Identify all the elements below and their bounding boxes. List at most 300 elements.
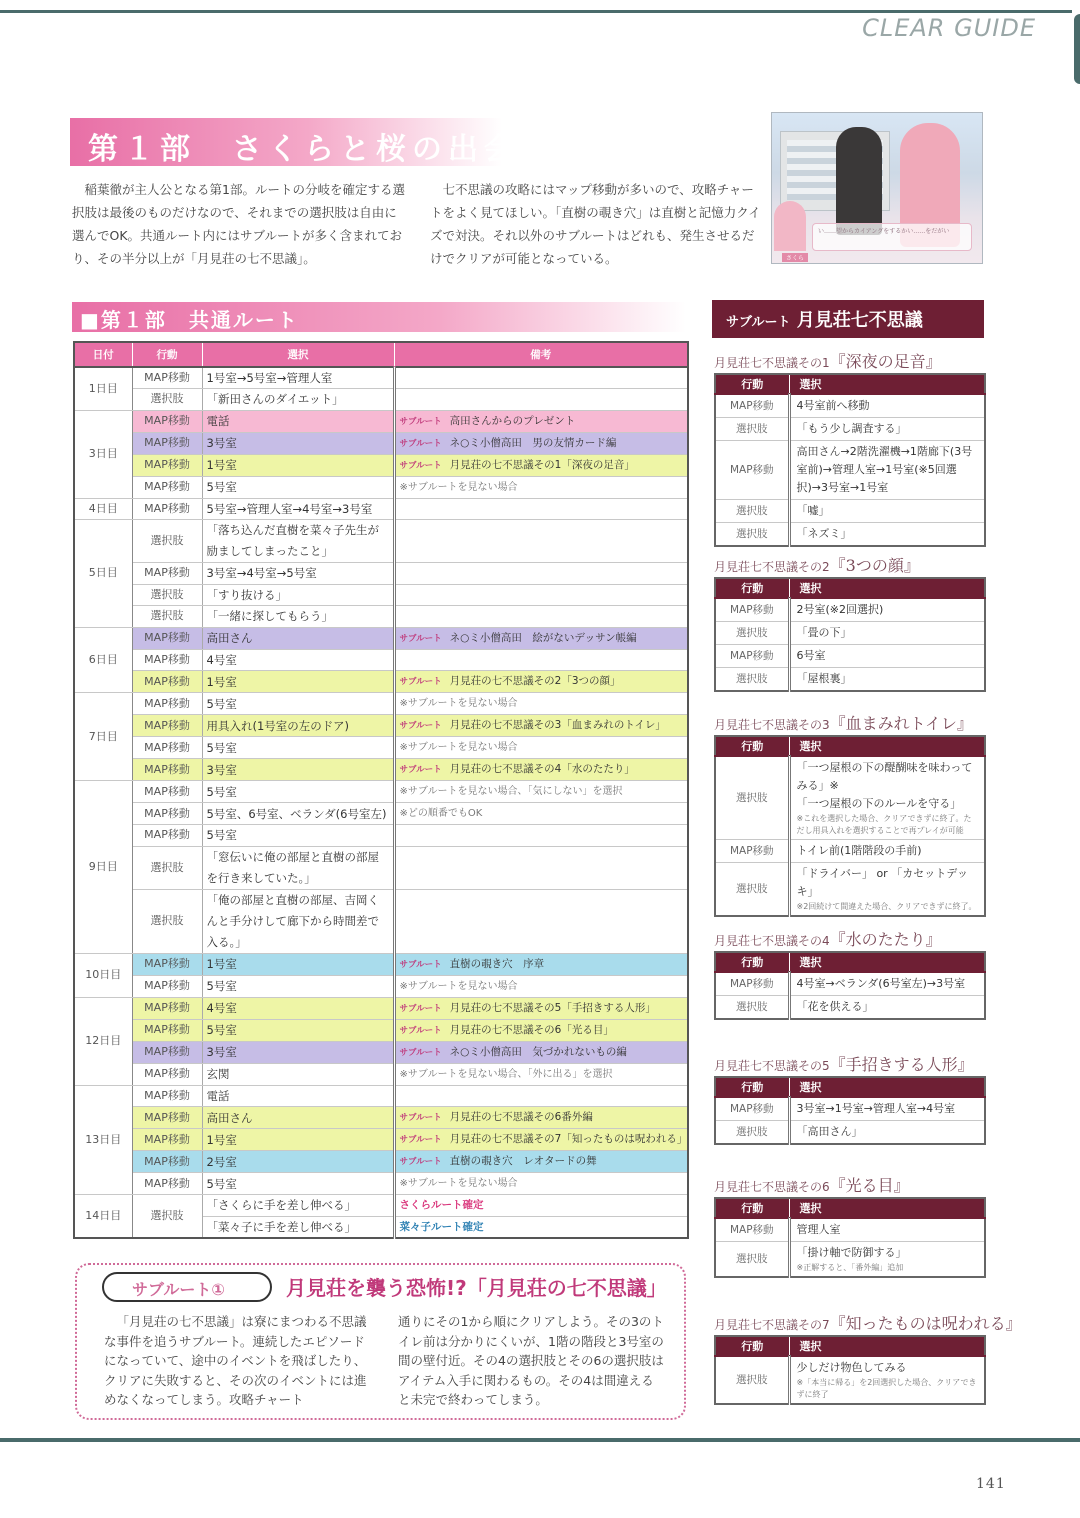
choice-cell [789,668,985,692]
choice-text: 少しだけ物色してみる [796,1361,907,1374]
action-cell: 選択肢 [132,889,202,953]
subroute-table [714,1335,986,1405]
note-cell [394,1195,688,1217]
subroute-heading [714,553,920,576]
note-cell [394,1041,688,1063]
action-cell: 選択肢 [715,523,789,547]
action-cell: 選択肢 [715,1356,789,1404]
note-text: ※サブルートを見ない場合 [399,1178,518,1189]
choice-text: 「一つ屋根の下のルールを守る」 [796,797,962,810]
subroute-tag: サブルート [399,416,442,427]
note-cell [394,606,688,628]
table-row [715,598,985,622]
choice-text: 「嘘」 [796,504,830,517]
table-row [715,863,985,917]
choice-cell [789,645,985,668]
choice-cell: 1号室 [202,454,394,476]
table-row [74,693,688,715]
note-cell [394,953,688,975]
subroute-box-left-text: 「月見荘の七不思議」は寮にまつわる不思議な事件を追うサブルート。連続したエピソードになっていて、途中のイベントを飛ばしたり、クリアに失敗すると、その次のイベントには進めなくなってしまう。攻略チャート [104,1314,367,1407]
table-row [74,781,688,803]
action-cell: MAP移動 [715,1218,789,1242]
note-cell [394,584,688,606]
col-action: 行動 [715,374,789,394]
choice-cell: 「落ち込んだ直樹を菜々子先生が励ましてしまったこと」 [202,520,394,563]
table-row [74,1195,688,1217]
choice-cell [789,756,985,840]
subroute-heading [714,1052,974,1075]
subroute-heading [714,1311,1022,1334]
table-row [74,367,688,389]
action-cell: 選択肢 [132,389,202,411]
section-title: ■第１部 共通ルート [80,308,299,332]
choice-text: トイレ前(1階階段の手前) [796,844,922,857]
table-row [74,606,688,628]
action-cell: MAP移動 [132,693,202,715]
choice-note: ※これを選択した場合、クリアできずに終了。ただし用具入れを選択することで再プレイが可能 [796,814,972,835]
note-cell [394,803,688,825]
dialog-box: い……望からカイアングをするかい……をだがい [812,223,972,251]
table-row [74,997,688,1019]
note-cell [394,997,688,1019]
subroute-heading-prefix: 月見荘七不思議その6 [714,1180,830,1194]
choice-cell: 5号室 [202,693,394,715]
col-choice: 選択 [789,374,985,394]
choice-text: 2号室(※2回選択) [796,603,884,616]
table-row [74,1041,688,1063]
note-text: ※サブルートを見ない場合 [399,481,518,493]
action-cell: 選択肢 [132,520,202,563]
col-choice: 選択 [789,1077,985,1097]
note-text: ※サブルートを見ない場合、「気にしない」を選択 [399,786,623,797]
choice-cell: 「菜々子に手を差し伸べる」 [202,1216,394,1238]
choice-cell: 2号室 [202,1151,394,1173]
choice-text: 「畳の下」 [796,626,852,639]
note-text: 月見荘の七不思議その1「深夜の足音」 [449,458,635,471]
choice-cell: 電話 [202,1085,394,1107]
day-cell: 6日目 [74,627,132,693]
action-cell: MAP移動 [715,1097,789,1121]
table-row [74,563,688,585]
table-row [74,953,688,975]
subroute-heading-name: 『光る目』 [829,1176,910,1195]
note-text: ※サブルートを見ない場合、「外に出る」を選択 [399,1068,613,1080]
table-row [74,1063,688,1085]
col-choice: 選択 [789,736,985,756]
choice-cell: 「窓伝いに俺の部屋と直樹の部屋を行き来していた。」 [202,846,394,889]
col-action: 行動 [715,952,789,972]
choice-text: 3号室→1号室→管理人室→4号室 [796,1102,956,1115]
subroute-table [714,577,986,692]
table-row [715,996,985,1020]
action-cell: MAP移動 [132,715,202,737]
intro-left [72,178,406,270]
choice-cell: 3号室 [202,759,394,781]
day-cell: 9日目 [74,781,132,954]
action-cell: MAP移動 [132,737,202,759]
intro-right-text: 七不思議の攻略にはマップ移動が多いので、攻略チャートをよく見てほしい。「直樹の覗き穴」は直樹と記憶力クイズで対決。それ以外のサブルートはどれも、発生させるだけでクリアが可能となっている。 [430,182,761,266]
top-rule [0,10,1072,13]
table-row [715,1242,985,1278]
note-text: 月見荘の七不思議その4「水のたたり」 [449,763,635,775]
action-cell: 選択肢 [715,863,789,917]
subroute-table [714,373,986,547]
note-cell [394,389,688,411]
table-row [715,1218,985,1242]
choice-cell: 5号室 [202,476,394,498]
note-cell [394,975,688,997]
note-text: 月見荘の七不思議その6番外編 [449,1111,593,1123]
choice-cell: 5号室 [202,737,394,759]
choice-text: 「掛け軸で防御する」 [796,1246,907,1259]
note-text: ※サブルートを見ない場合 [399,980,518,992]
note-cell [394,1129,688,1151]
action-cell: 選択肢 [715,1121,789,1145]
subroute-tag: サブルート [399,1003,442,1014]
subroute-box-right-text: 通りにその1から順にクリアしよう。その3のトイレ前は分かりにくいが、1階の階段と3号室の間の壁付近。その4の選択肢とその6の選択肢はアイテム入手に関わるもの。その4は間違えると未完で終わってしまう。 [398,1314,664,1407]
table-row [715,394,985,418]
choice-cell [789,863,985,917]
table-row [74,1151,688,1173]
col-note: 備考 [394,342,688,367]
action-cell: MAP移動 [132,1107,202,1129]
edge-tab [1074,14,1080,84]
choice-note: ※2回続けて間違えた場合、クリアできずに終了。 [796,902,977,911]
table-row [715,1097,985,1121]
note-text: ネ○ミ小僧高田 絵がないデッサン帳編 [449,631,637,644]
bottom-rule [0,1438,1080,1442]
sidebar-header [712,300,984,338]
subroute-heading-name: 『知ったものは呪われる』 [829,1314,1022,1333]
action-cell: 選択肢 [715,1242,789,1278]
note-cell [394,367,688,389]
action-cell: MAP移動 [132,1085,202,1107]
note-cell [394,1151,688,1173]
action-cell: MAP移動 [132,454,202,476]
choice-cell [789,598,985,622]
table-row [715,441,985,500]
subroute-table [714,1076,986,1145]
table-row [74,825,688,847]
action-cell: MAP移動 [132,759,202,781]
table-row [715,523,985,547]
note-text: 直樹の覗き穴 序章 [449,957,545,970]
choice-cell [789,972,985,996]
section-banner [72,302,686,332]
note-text: 菜々子ルート確定 [399,1220,484,1233]
choice-cell: 5号室 [202,1019,394,1041]
note-text: 直樹の覗き穴 レオタードの舞 [449,1155,597,1167]
subroute-header-row [715,736,985,756]
action-cell: MAP移動 [132,1173,202,1195]
choice-cell: 1号室 [202,953,394,975]
action-cell: MAP移動 [715,972,789,996]
choice-cell: 用具入れ(1号室の左のドア) [202,715,394,737]
col-action: 行動 [132,342,202,367]
subroute-pill [102,1272,272,1302]
choice-text: 高田さん→2階洗濯機→1階廊下(3号室前)→管理人室→1号室(※5回選択)→3号室→1号室 [796,445,973,494]
action-cell: MAP移動 [132,825,202,847]
note-text: ネ○ミ小僧高田 気づかれないもの編 [449,1045,627,1058]
col-choice: 選択 [789,1336,985,1356]
note-cell [394,671,688,693]
choice-cell [789,1121,985,1145]
intro-right [430,178,764,270]
choice-cell [789,1242,985,1278]
note-cell [394,498,688,520]
note-cell [394,737,688,759]
subroute-header-row [715,1077,985,1097]
part-banner [70,118,556,167]
table-row [74,410,688,432]
choice-cell: 1号室 [202,1129,394,1151]
action-cell: MAP移動 [132,803,202,825]
choice-cell: 4号室 [202,649,394,671]
subroute-tag: サブルート [399,633,442,644]
note-text: 月見荘の七不思議その3「血まみれのトイレ」 [449,719,666,731]
note-text: 月見荘の七不思議その5「手招きする人形」 [449,1001,656,1014]
action-cell: MAP移動 [132,432,202,454]
choice-cell: 3号室→4号室→5号室 [202,563,394,585]
action-cell: MAP移動 [132,410,202,432]
choice-cell: 「新田さんのダイエット」 [202,389,394,411]
choice-cell: 高田さん [202,1107,394,1129]
table-row [715,756,985,840]
subroute-tag: サブルート [399,677,442,687]
choice-cell: 「すり抜ける」 [202,584,394,606]
choice-cell: 電話 [202,410,394,432]
table-row [74,889,688,953]
choice-note: ※「本当に帰る」を2回選択した場合、クリアできずに終了 [796,1378,977,1399]
note-cell [394,627,688,649]
subroute-heading-prefix: 月見荘七不思議その5 [714,1059,830,1073]
table-row [74,715,688,737]
col-action: 行動 [715,1198,789,1218]
action-cell: MAP移動 [132,975,202,997]
table-row [715,622,985,645]
note-text: 月見荘の七不思議その6「光る目」 [449,1023,614,1036]
note-cell [394,846,688,889]
note-cell [394,520,688,563]
action-cell: MAP移動 [132,367,202,389]
choice-cell: 「俺の部屋と直樹の部屋、吉岡くんと手分けして廊下から時間差で入る。」 [202,889,394,953]
table-row [74,737,688,759]
choice-cell [789,996,985,1020]
action-cell: MAP移動 [132,476,202,498]
note-cell [394,889,688,953]
note-cell [394,715,688,737]
choice-cell: 3号室 [202,432,394,454]
action-cell: MAP移動 [132,498,202,520]
action-cell: 選択肢 [715,996,789,1020]
action-cell: 選択肢 [132,606,202,628]
choice-note: ※正解すると、「番外編」追加 [796,1263,904,1272]
table-row [74,584,688,606]
table-row [74,1085,688,1107]
table-row [74,520,688,563]
table-row [74,671,688,693]
day-cell: 12日目 [74,997,132,1085]
common-route-table [73,341,689,1239]
table-row [715,840,985,863]
action-cell: 選択肢 [132,1195,202,1238]
note-text: 高田さんからのプレゼント [449,414,576,427]
subroute-tag: サブルート [399,1113,442,1123]
action-cell: MAP移動 [715,598,789,622]
subroute-box-title: 月見荘を襲う恐怖!?「月見荘の七不思議」 [286,1276,667,1300]
action-cell: 選択肢 [715,668,789,692]
choice-text: 4号室前へ移動 [796,399,870,412]
note-cell [394,1063,688,1085]
table-row [74,803,688,825]
subroute-tag: サブルート [399,1157,442,1167]
note-cell [394,693,688,715]
subroute-tag: サブルート [399,1025,442,1036]
action-cell: MAP移動 [132,1129,202,1151]
action-cell: MAP移動 [132,953,202,975]
action-cell: 選択肢 [132,846,202,889]
col-action: 行動 [715,1336,789,1356]
subroute-heading-name: 『3つの顔』 [829,556,920,575]
day-cell: 1日目 [74,367,132,410]
note-cell [394,476,688,498]
table-row [74,759,688,781]
day-cell: 4日目 [74,498,132,520]
table-row [715,418,985,441]
table-header-row [74,342,688,367]
choice-cell [789,441,985,500]
action-cell: MAP移動 [132,563,202,585]
choice-cell: 5号室 [202,975,394,997]
choice-cell: 1号室→5号室→管理人室 [202,367,394,389]
table-row [715,972,985,996]
action-cell: MAP移動 [132,997,202,1019]
subroute-heading-prefix: 月見荘七不思議その1 [714,356,830,370]
sidebar-header-small: サブルート [726,315,791,330]
choice-cell [789,1356,985,1404]
table-row [74,476,688,498]
table-row [74,454,688,476]
action-cell: MAP移動 [132,781,202,803]
subroute-tag: サブルート [399,959,442,970]
note-cell [394,781,688,803]
intro-left-text: 稲葉徹が主人公となる第1部。ルートの分岐を確定する選択肢は最後のものだけなので、それまでの選択肢は自由に選んでOK。共通ルート内にはサブルートが多く含まれており、その半分以上が「月見荘の七不思議」。 [72,182,405,266]
subroute-heading-prefix: 月見荘七不思議その7 [714,1318,830,1332]
part-title: 第１部 さくらと桜の出会い [88,132,556,167]
choice-cell: 5号室→管理人室→4号室→3号室 [202,498,394,520]
day-cell: 14日目 [74,1195,132,1238]
choice-cell [789,1218,985,1242]
note-cell [394,759,688,781]
subroute-tag: サブルート [399,1135,442,1145]
day-cell: 13日目 [74,1085,132,1195]
action-cell: MAP移動 [132,1063,202,1085]
table-row [74,1173,688,1195]
action-cell: 選択肢 [715,500,789,523]
col-choice: 選択 [202,342,394,367]
note-text: ネ○ミ小僧高田 男の友情カード編 [449,436,617,449]
action-cell: MAP移動 [715,645,789,668]
subroute-header-row [715,1198,985,1218]
action-cell: MAP移動 [132,649,202,671]
note-cell [394,1216,688,1238]
note-cell [394,432,688,454]
col-choice: 選択 [789,952,985,972]
choice-text: 「屋根裏」 [796,672,852,685]
page-number: 141 [976,1476,1006,1492]
subroute-heading-prefix: 月見荘七不思議その4 [714,934,830,948]
subroute-heading-name: 『血まみれトイレ』 [829,714,973,733]
table-row [715,1121,985,1145]
subroute-table [714,1197,986,1278]
subroute-heading [714,711,973,734]
choice-cell: 「一緒に探してもらう」 [202,606,394,628]
subroute-header-row [715,952,985,972]
table-row [74,627,688,649]
subroute-box-right [398,1312,666,1410]
action-cell: 選択肢 [715,756,789,840]
action-cell: 選択肢 [715,418,789,441]
subroute-heading [714,927,942,950]
table-row [74,498,688,520]
choice-cell [789,523,985,547]
table-row [715,500,985,523]
day-cell: 7日目 [74,693,132,781]
choice-cell [789,500,985,523]
choice-cell [789,840,985,863]
action-cell: MAP移動 [715,441,789,500]
subroute-header-row [715,578,985,598]
choice-text: 「ネズミ」 [796,527,852,540]
note-cell [394,563,688,585]
table-row [74,1107,688,1129]
subroute-heading-name: 『深夜の足音』 [829,352,942,371]
choice-text: 管理人室 [796,1223,841,1236]
action-cell: 選択肢 [715,622,789,645]
subroute-heading-name: 『水のたたり』 [829,930,942,949]
action-cell: 選択肢 [132,584,202,606]
note-text: ※サブルートを見ない場合 [399,698,518,709]
subroute-tag: サブルート [399,765,442,775]
col-choice: 選択 [789,578,985,598]
table-row [74,649,688,671]
note-text: 月見荘の七不思議その7「知ったものは呪われる」 [449,1133,688,1145]
note-cell [394,1019,688,1041]
col-action: 行動 [715,736,789,756]
note-cell [394,1173,688,1195]
choice-text: 6号室 [796,649,826,662]
choice-cell [789,622,985,645]
action-cell: MAP移動 [132,1151,202,1173]
choice-cell: 5号室 [202,825,394,847]
subroute-header-row [715,374,985,394]
day-cell: 10日目 [74,953,132,997]
sidebar-header-title: 月見荘七不思議 [796,310,923,331]
choice-text: 「もう少し調査する」 [796,422,907,435]
subroute-pill-label: サブルート① [132,1280,225,1299]
subroute-heading-prefix: 月見荘七不思議その3 [714,718,830,732]
day-cell: 5日目 [74,520,132,628]
table-row [715,645,985,668]
action-cell: MAP移動 [132,627,202,649]
choice-text: 「ドライバー」 or 「カセットデッキ」 [796,867,968,898]
col-choice: 選択 [789,1198,985,1218]
subroute-heading [714,349,942,372]
action-cell: MAP移動 [132,1019,202,1041]
choice-cell: 「さくらに手を差し伸べる」 [202,1195,394,1217]
note-cell [394,825,688,847]
subroute-heading-prefix: 月見荘七不思議その2 [714,560,830,574]
